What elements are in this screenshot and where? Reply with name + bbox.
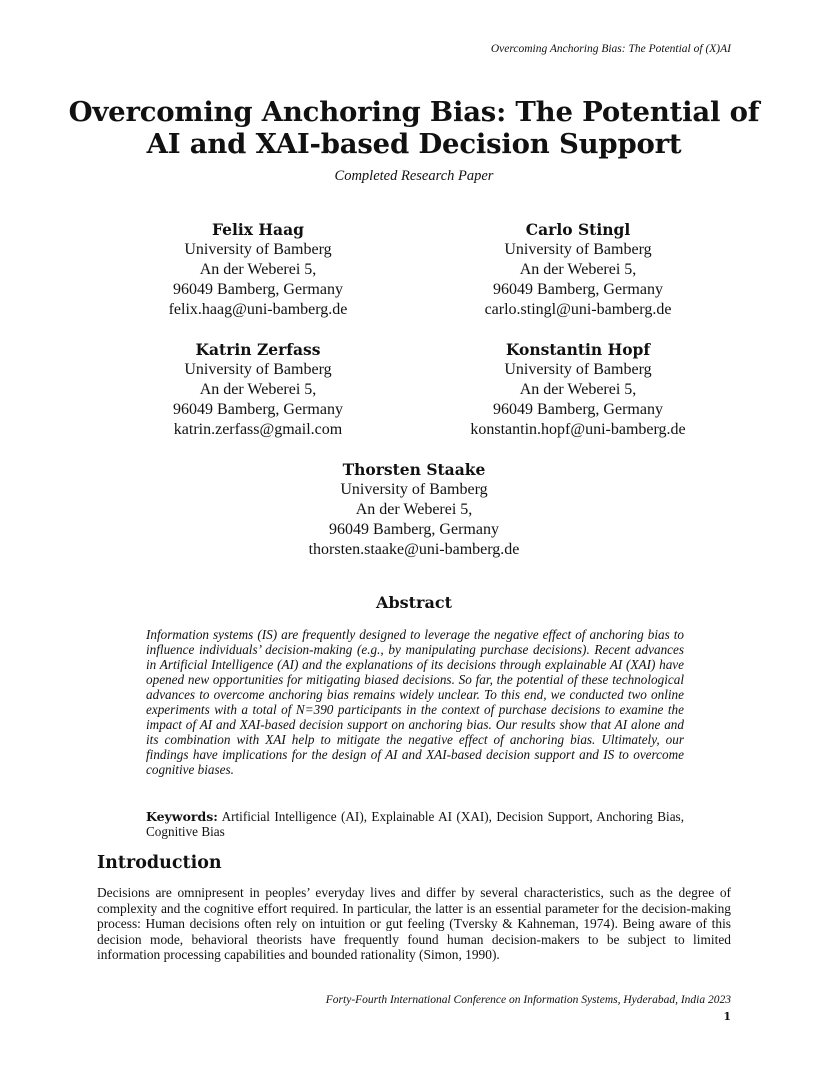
- author-name: Thorsten Staake: [342, 460, 486, 479]
- author-city: 96049 Bamberg, Germany: [173, 281, 343, 298]
- author-street: An der Weberei 5,: [355, 501, 473, 518]
- paper-title: Overcoming Anchoring Bias: The Potential of AI and XAI-based Decision Support: [68, 96, 760, 160]
- conference-footer: Forty-Fourth International Conference on Information Systems, Hyderabad, India 2023: [325, 994, 731, 1006]
- author-affiliation: University of Bamberg: [184, 361, 332, 378]
- page-number: 1: [723, 1010, 731, 1023]
- author-block: [108, 340, 408, 440]
- author-street: An der Weberei 5,: [519, 261, 637, 278]
- author-affiliation: University of Bamberg: [504, 241, 652, 258]
- author-name: Carlo Stingl: [525, 220, 631, 239]
- author-block: [428, 220, 728, 320]
- author-email: felix.haag@uni-bamberg.de: [168, 301, 348, 318]
- paper-type: Completed Research Paper: [334, 168, 494, 184]
- author-affiliation: University of Bamberg: [504, 361, 652, 378]
- section-heading-introduction: Introduction: [97, 853, 222, 873]
- author-city: 96049 Bamberg, Germany: [329, 521, 499, 538]
- author-email: katrin.zerfass@gmail.com: [173, 421, 343, 438]
- introduction-text: Decisions are omnipresent in peoples’ everyday lives and differ by several characteristics, such as the degree of complexity and the cognitive effort required. In particular, the latter is an essential parameter for the decision-making process: Human decisions often rely on intuition or gut feeling (Tversky & Kahneman, 1974). Being aware of this decision mode, behavioral theorists have frequently found human decision-makers to be subject to limited information processing capabilities and bounded rationality (Simon, 1990).: [97, 885, 731, 962]
- author-email: konstantin.hopf@uni-bamberg.de: [470, 421, 686, 438]
- author-street: An der Weberei 5,: [199, 381, 317, 398]
- author-block: [264, 460, 564, 560]
- author-name: Katrin Zerfass: [195, 340, 321, 359]
- abstract-text: Information systems (IS) are frequently designed to leverage the negative effect of anchoring bias to influence individuals’ decision-making (e.g., by manipulating purchase decisions). Recent advances in Artificial Intelligence (AI) and the explanations of its decisions through explainable AI (XAI) have opened new opportunities for mitigating biased decisions. So far, the potential of these technological advances to overcome anchoring bias remains widely unclear. To this end, we conducted two online experiments with a total of N=390 participants in the context of purchase decisions to examine the impact of AI and XAI-based decision support on anchoring bias. Our results show that AI alone and its combination with XAI help to mitigate the negative effect of anchoring bias. Ultimately, our findings have implications for the design of AI and XAI-based decision support and IS to overcome cognitive biases.: [146, 627, 684, 777]
- author-affiliation: University of Bamberg: [340, 481, 488, 498]
- author-block: [108, 220, 408, 320]
- abstract-heading: Abstract: [376, 593, 452, 612]
- running-header: Overcoming Anchoring Bias: The Potential of (X)AI: [490, 43, 731, 55]
- author-affiliation: University of Bamberg: [184, 241, 332, 258]
- author-name: Felix Haag: [211, 220, 304, 239]
- author-street: An der Weberei 5,: [199, 261, 317, 278]
- author-city: 96049 Bamberg, Germany: [493, 281, 663, 298]
- keywords-label: Keywords:: [146, 809, 218, 824]
- keywords-text: Artificial Intelligence (AI), Explainable AI (XAI), Decision Support, Anchoring Bias, Cognitive Bias: [146, 809, 684, 839]
- author-city: 96049 Bamberg, Germany: [173, 401, 343, 418]
- author-street: An der Weberei 5,: [519, 381, 637, 398]
- author-block: [428, 340, 728, 440]
- author-email: carlo.stingl@uni-bamberg.de: [484, 301, 672, 318]
- author-email: thorsten.staake@uni-bamberg.de: [308, 541, 520, 558]
- author-city: 96049 Bamberg, Germany: [493, 401, 663, 418]
- author-name: Konstantin Hopf: [505, 340, 651, 359]
- keywords: [146, 809, 684, 839]
